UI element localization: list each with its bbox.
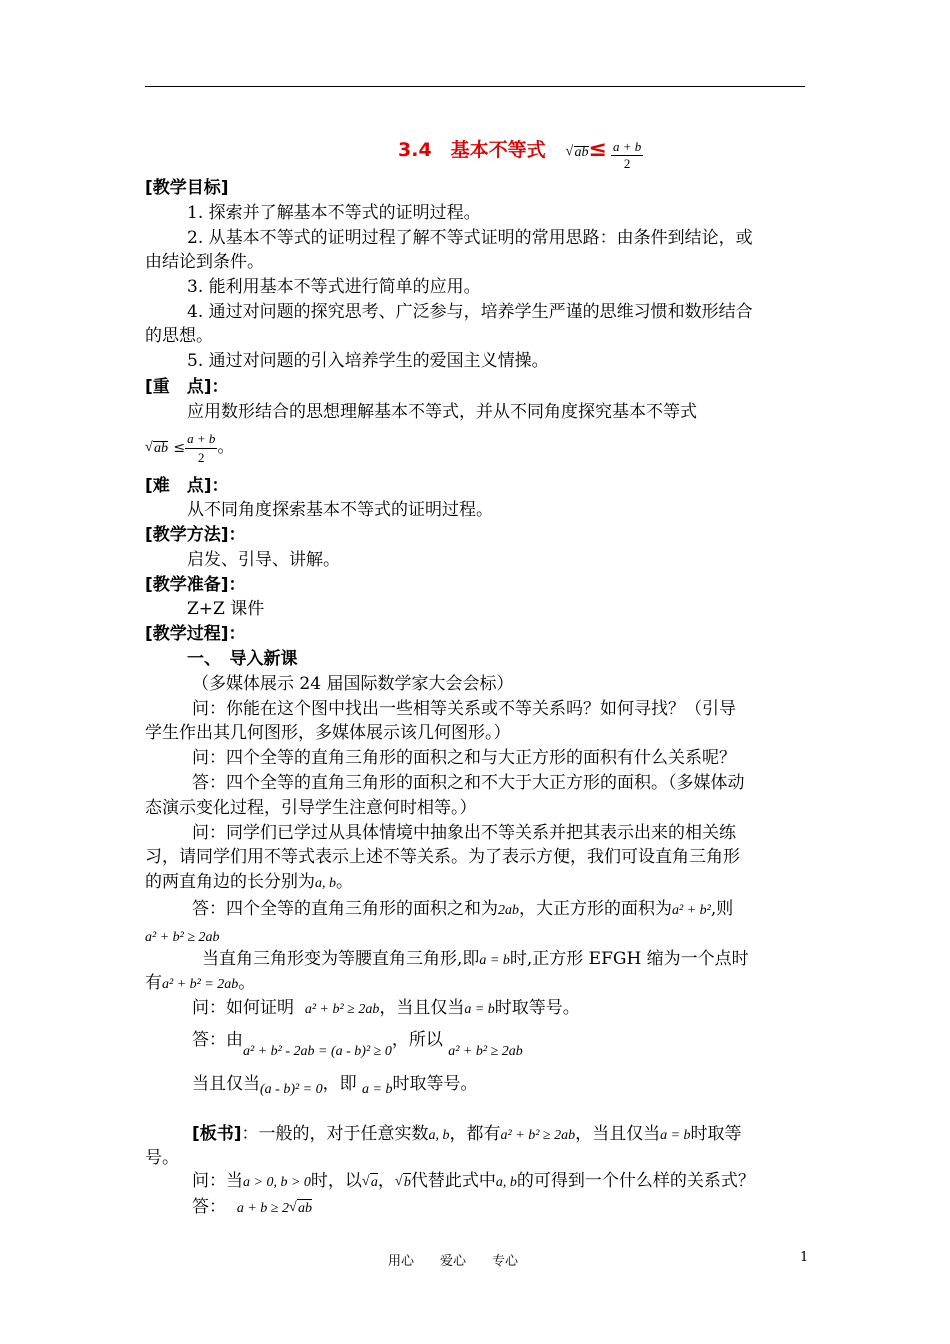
prep-text: Z+Z 课件: [187, 599, 265, 619]
keypoint-fraction: $\frac{a + b}{2}$: [187, 431, 216, 465]
process-line-8: 习，请同学们用不等式表示上述不等关系。为了表示方便，我们可设直角三角形: [145, 847, 740, 867]
keypoint-heading: [重 点]：: [145, 377, 229, 397]
method-heading: [教学方法]：: [145, 525, 246, 545]
title-text: 3.4 基本不等式: [398, 139, 546, 161]
page-number: 1: [800, 1250, 809, 1265]
process-line-18: 号。: [145, 1148, 179, 1168]
process-line-14: 问：如何证明 a² + b² ≥ 2ab，当且仅当a = b时取等号。: [192, 998, 580, 1018]
keypoint-sqrt: √ ab: [145, 440, 168, 458]
process-line-3: 学生作出其几何图形，多媒体展示该几何图形。）: [145, 723, 511, 743]
section-1-title: 一、 导入新课: [187, 649, 298, 669]
process-line-11: a² + b² ≥ 2ab: [145, 930, 220, 945]
keypoint-formula: [145, 430, 234, 467]
objective-4-cont: 的思想。: [145, 326, 213, 346]
process-line-10: 答：四个全等的直角三角形的面积之和为2ab，大正方形的面积为a² + b²,则: [192, 899, 734, 919]
objective-1: 1. 探索并了解基本不等式的证明过程。: [187, 203, 481, 223]
objective-4: 4. 通过对问题的探究思考、广泛参与，培养学生严谨的思维习惯和数形结合: [187, 302, 753, 322]
process-line-12: 当直角三角形变为等腰直角三角形,即a = b时,正方形 EFGH 缩为一个点时: [202, 949, 749, 969]
objective-3: 3. 能利用基本不等式进行简单的应用。: [187, 277, 481, 297]
difficulty-text: 从不同角度探索基本不等式的证明过程。: [187, 500, 493, 520]
difficulty-heading: [难 点]：: [145, 476, 229, 496]
objective-5: 5. 通过对问题的引入培养学生的爱国主义情操。: [187, 351, 549, 371]
keypoint-tail: 。: [217, 437, 235, 457]
title-fraction: $\frac{a + b}{2}$: [612, 139, 642, 171]
prep-heading: [教学准备]：: [145, 575, 246, 595]
process-line-13: 有a² + b² = 2ab。: [145, 973, 256, 993]
method-text: 启发、引导、讲解。: [187, 550, 340, 570]
keypoint-operator: ≤: [173, 440, 186, 456]
process-line-15: 答：由$_{a^2 + b^2 - 2ab = (a - b)^2 \ge 0}$，所以 $_{a^2 + b^2 \ge 2ab}$: [192, 1030, 523, 1059]
process-line-9: 的两直角边的长分别为a, b。: [145, 872, 353, 892]
objectives-heading: [教学目标]: [145, 178, 229, 198]
process-line-5: 答：四个全等的直角三角形的面积之和不大于大正方形的面积。（多媒体动: [192, 773, 745, 793]
process-line-16: 当且仅当$_{(a - b)^2 = 0}$，即 $_{a = b}$时取等号。: [192, 1074, 478, 1097]
process-line-19: 问：当a > 0, b > 0时，以√ a，√ b代替此式中a, b的可得到一个什么样的关系式？: [192, 1170, 755, 1194]
footer-motto: 用心 爱心 专心: [388, 1254, 519, 1269]
title-operator: ≤: [588, 137, 607, 162]
objective-2: 2. 从基本不等式的证明过程了解不等式证明的常用思路：由条件到结论，或: [187, 228, 753, 248]
process-heading: [教学过程]：: [145, 624, 246, 644]
process-line-4: 问：四个全等的直角三角形的面积之和与大正方形的面积有什么关系呢？: [192, 748, 736, 768]
keypoint-text: 应用数形结合的思想理解基本不等式，并从不同角度探究基本不等式: [187, 402, 697, 422]
header-rule: [145, 86, 805, 87]
process-line-1: （多媒体展示 24 届国际数学家大会会标）: [192, 674, 514, 694]
process-line-7: 问：同学们已学过从具体情境中抽象出不等关系并把其表示出来的相关练: [192, 823, 736, 843]
process-line-6: 态演示变化过程，引导学生注意何时相等。）: [145, 798, 477, 818]
process-line-20: 答： a + b ≥ 2√ ab: [192, 1196, 312, 1220]
process-line-17: [板书]：一般的，对于任意实数a, b，都有a² + b² ≥ 2ab，当且仅当a = b时取等: [192, 1124, 742, 1144]
objective-2-cont: 由结论到条件。: [145, 252, 264, 272]
process-line-2: 问：你能在这个图中找出一些相等关系或不等关系吗？如何寻找？（引导: [192, 699, 736, 719]
title-sqrt: √ ab: [566, 145, 589, 161]
